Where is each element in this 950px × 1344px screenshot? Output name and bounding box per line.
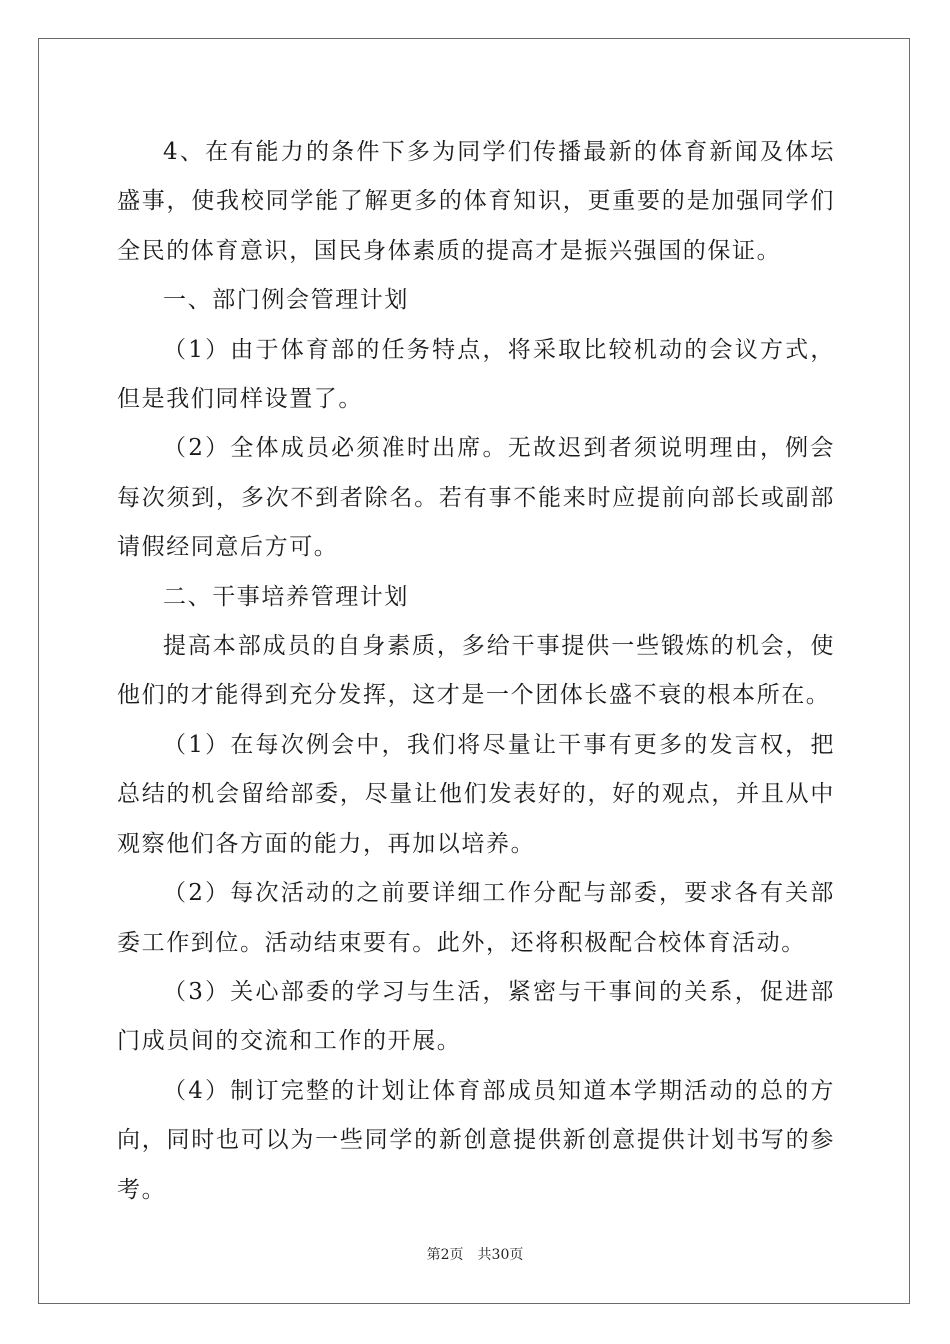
document-body [117, 128, 835, 1215]
page-footer [0, 1244, 950, 1264]
section-heading-staff-training: 二、干事培养管理计划 [163, 583, 409, 610]
paragraph-meeting-2: （2）全体成员必须准时出席。无故迟到者须说明理由，例会每次须到，多次不到者除名。若有事不能来时应提前向部长或副部请假经同意后方可。 [117, 435, 835, 561]
paragraph-training-1: （1）在每次例会中，我们将尽量让干事有更多的发言权，把总结的机会留给部委，尽量让他们发表好的，好的观点，并且从中观察他们各方面的能力，再加以培养。 [117, 731, 835, 857]
paragraph-training-4: （4）制订完整的计划让体育部成员知道本学期活动的总的方向，同时也可以为一些同学的新创意提供新创意提供计划书写的参考。 [117, 1077, 835, 1203]
paragraph-training-2: （2）每次活动的之前要详细工作分配与部委，要求各有关部委工作到位。活动结束要有。此外，还将积极配合校体育活动。 [117, 880, 835, 956]
paragraph-meeting-1: （1）由于体育部的任务特点，将采取比较机动的会议方式，但是我们同样设置了。 [117, 336, 835, 413]
paragraph-training-3: （3）关心部委的学习与生活，紧密与干事间的关系，促进部门成员间的交流和工作的开展。 [117, 978, 835, 1055]
page-number-total: 共30页 [477, 1247, 524, 1263]
paragraph-item-4: 4、在有能力的条件下多为同学们传播最新的体育新闻及体坛盛事，使我校同学能了解更多的体育知识，更重要的是加强同学们全民的体育意识，国民身体素质的提高才是振兴强国的保证。 [117, 139, 835, 264]
section-heading-meeting-plan: 一、部门例会管理计划 [163, 287, 409, 314]
page-number-current: 第2页 [426, 1247, 464, 1263]
paragraph-training-intro: 提高本部成员的自身素质，多给干事提供一些锻炼的机会，使他们的才能得到充分发挥，这才是一个团体长盛不衰的根本所在。 [117, 633, 835, 709]
